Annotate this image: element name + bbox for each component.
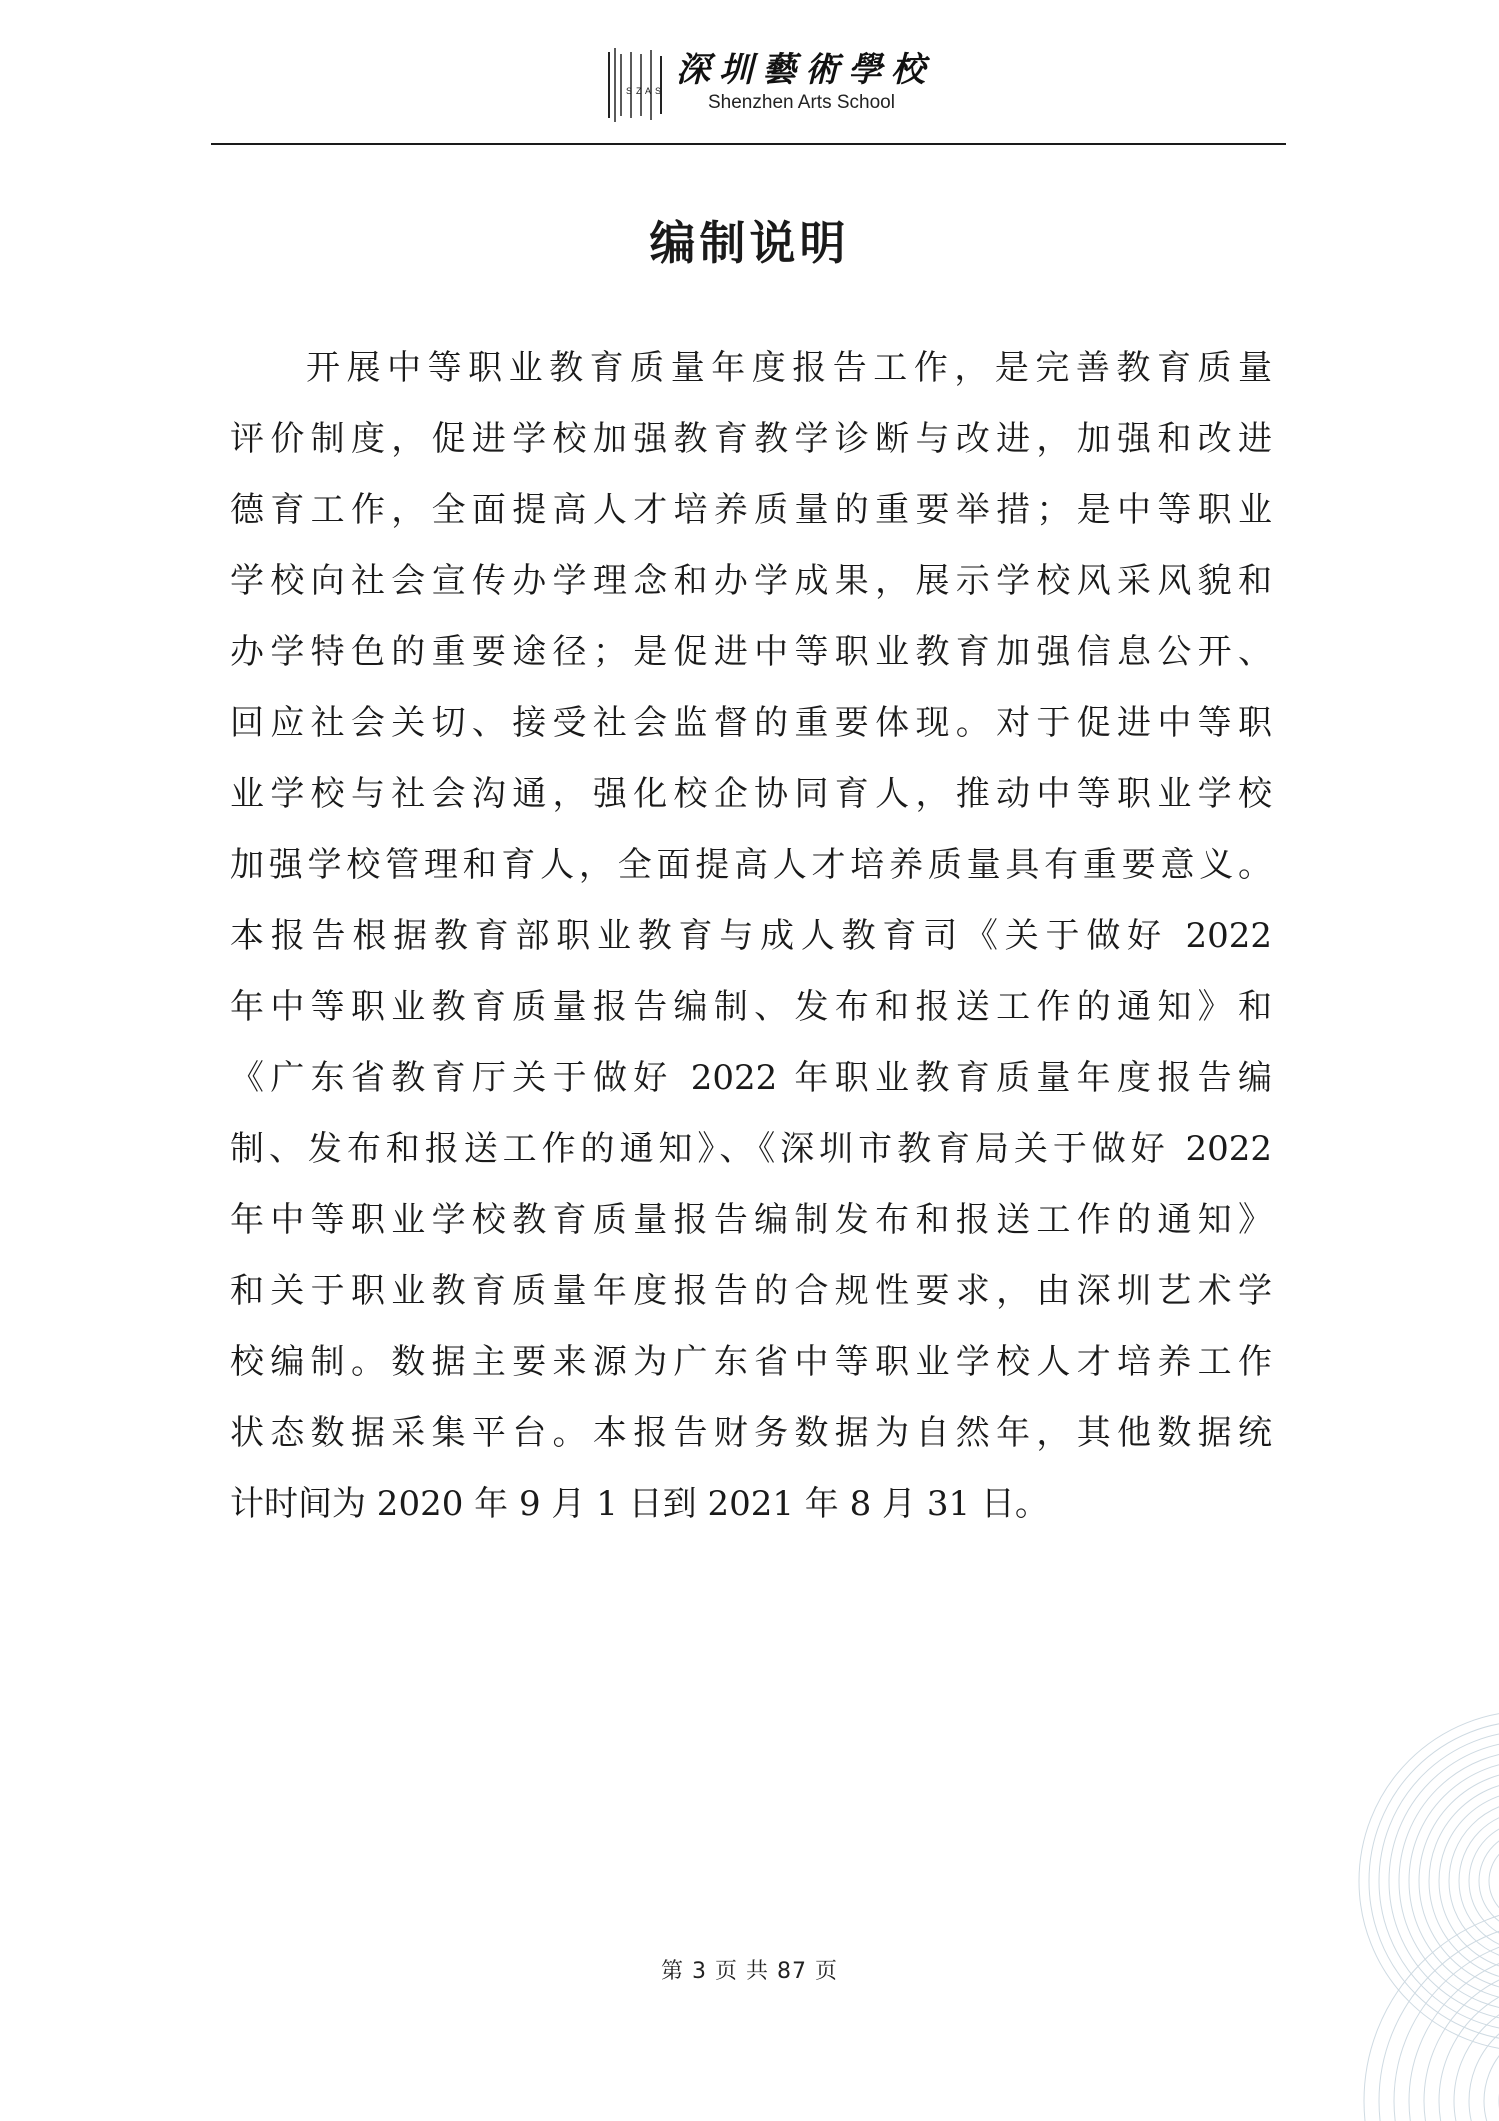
logo-mark-letter: S [655,86,662,96]
paragraph-line: 校编制。数据主要来源为广东省中等职业学校人才培养工作 [230,1342,1272,1382]
paragraph-line: 加强学校管理和育人，全面提高人才培养质量具有重要意义。 [230,845,1272,885]
paragraph-line: 德育工作，全面提高人才培养质量的重要举措；是中等职业 [230,490,1272,530]
corner-decoration [1299,1701,1499,2121]
body-paragraph [230,333,1272,1540]
page-header [0,40,1499,130]
logo-mark-letter: S [626,86,633,96]
paragraph-line: 制、发布和报送工作的通知》、《深圳市教育局关于做好 2022 [230,1129,1272,1169]
paragraph-line: 和关于职业教育质量年度报告的合规性要求，由深圳艺术学 [230,1271,1272,1311]
school-logo-text [676,50,976,114]
paragraph-line: 本报告根据教育部职业教育与成人教育司《关于做好 2022 [230,916,1272,956]
paragraph-line: 年中等职业教育质量报告编制、发布和报送工作的通知》和 [230,987,1272,1027]
paragraph-line: 评价制度，促进学校加强教育教学诊断与改进，加强和改进 [230,419,1272,459]
header-divider [211,143,1286,145]
paragraph-line: 办学特色的重要途径；是促进中等职业教育加强信息公开、 [230,632,1272,672]
paragraph-line: 状态数据采集平台。本报告财务数据为自然年，其他数据统 [230,1413,1272,1453]
paragraph-line: 计时间为 2020 年 9 月 1 日到 2021 年 8 月 31 日。 [230,1484,1049,1524]
paragraph-line: 开展中等职业教育质量年度报告工作，是完善教育质量 [306,348,1272,388]
school-name-english: Shenzhen Arts School [708,92,895,113]
school-logo-mark [607,48,665,122]
paragraph-line: 《广东省教育厅关于做好 2022 年职业教育质量年度报告编 [230,1058,1272,1098]
paragraph-line: 学校向社会宣传办学理念和办学成果，展示学校风采风貌和 [230,561,1272,601]
paragraph-line: 年中等职业学校教育质量报告编制发布和报送工作的通知》 [230,1200,1272,1240]
logo-mark-letter: Z [636,86,642,96]
paragraph-line: 业学校与社会沟通，强化校企协同育人，推动中等职业学校 [230,774,1272,814]
logo-mark-letter: A [645,86,652,96]
page-number: 第 3 页 共 87 页 [661,1959,838,1984]
paragraph-line: 回应社会关切、接受社会监督的重要体现。对于促进中等职 [230,703,1272,743]
school-name-chinese: 深圳藝術學校 [676,50,934,90]
page-title: 编制说明 [649,216,850,270]
